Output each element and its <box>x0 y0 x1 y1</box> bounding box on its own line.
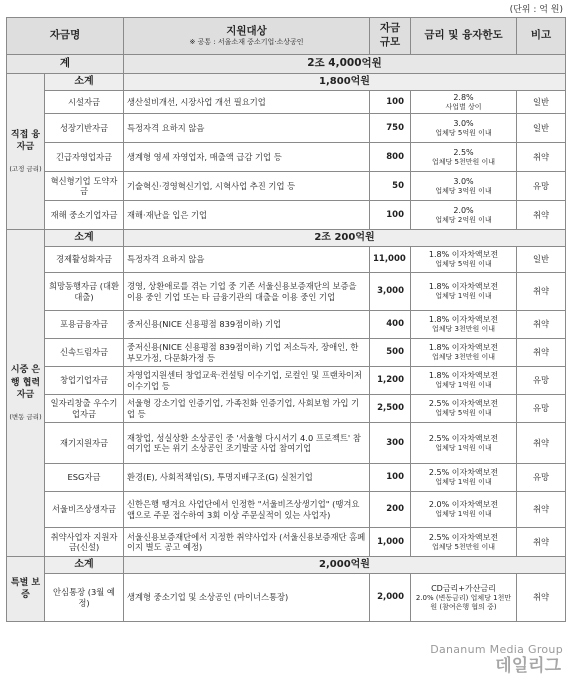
fund-amount: 1,200 <box>370 367 411 395</box>
fund-rate-limit: 업체당 2억원 이내 <box>435 215 492 224</box>
subtotal-row <box>7 74 566 91</box>
fund-row <box>7 114 566 143</box>
fund-rate <box>411 114 517 143</box>
fund-row <box>7 311 566 339</box>
fund-rate-primary: 2.5% <box>453 147 474 157</box>
fund-target: 서울형 강소기업 인증기업, 가족친화 인증기업, 사회보험 가입 기업 등 <box>124 395 370 423</box>
fund-name: 재해 중소기업자금 <box>45 201 124 230</box>
fund-row <box>7 423 566 464</box>
fund-row <box>7 492 566 528</box>
subtotal-label: 소계 <box>45 74 124 91</box>
fund-rate-primary: CD금리+가산금리 <box>431 583 496 593</box>
fund-target: 생계형 중소기업 및 소상공인 (마이너스통장) <box>124 574 370 622</box>
fund-row <box>7 91 566 114</box>
fund-remark: 취약 <box>517 339 566 367</box>
header-target <box>124 18 370 55</box>
fund-name: 취약사업자 지원자금(신설) <box>45 528 124 557</box>
group-title: 시중 은행 협력 자금 <box>10 365 41 400</box>
group-note: (고정 금리) <box>9 165 42 174</box>
fund-row <box>7 339 566 367</box>
fund-row <box>7 574 566 622</box>
header-row <box>7 18 566 55</box>
fund-amount: 750 <box>370 114 411 143</box>
subtotal-row <box>7 557 566 574</box>
fund-target: 재해·재난을 입은 기업 <box>124 201 370 230</box>
fund-amount: 100 <box>370 201 411 230</box>
group-title: 직접 융자금 <box>10 129 41 153</box>
subtotal-label: 소계 <box>45 557 124 574</box>
fund-remark: 취약 <box>517 273 566 311</box>
fund-rate <box>411 172 517 201</box>
watermark-text: Dananum Media Group <box>430 643 563 656</box>
fund-remark: 유망 <box>517 395 566 423</box>
fund-rate <box>411 395 517 423</box>
group-label-cell <box>7 557 45 622</box>
fund-amount: 400 <box>370 311 411 339</box>
subtotal-value: 2,000억원 <box>124 557 566 574</box>
subtotal-label: 소계 <box>45 230 124 247</box>
fund-rate-limit: 2.0% (변동금리) 업체당 1천만원 (참여은행 협의 중) <box>415 593 512 611</box>
fund-rate <box>411 528 517 557</box>
fund-name: 혁신형기업 도약자금 <box>45 172 124 201</box>
fund-target: 생계형 영세 자영업자, 매출액 급감 기업 등 <box>124 143 370 172</box>
header-target-label: 지원대상 <box>226 24 267 37</box>
fund-target: 중저신용(NICE 신용평점 839점이하) 기업 <box>124 311 370 339</box>
fund-rate-primary: 2.5% 이자차액보전 <box>428 399 499 409</box>
fund-target: 자영업지원센터 창업교육·컨설팅 이수기업, 로컬인 및 프랜차이저 이수기업 등 <box>124 367 370 395</box>
loan-fund-table <box>6 17 566 622</box>
fund-remark: 취약 <box>517 492 566 528</box>
fund-name: 포용금융자금 <box>45 311 124 339</box>
fund-rate-limit: 업체당 3억원 이내 <box>435 186 492 195</box>
fund-amount: 100 <box>370 91 411 114</box>
total-row <box>7 55 566 74</box>
fund-amount: 500 <box>370 339 411 367</box>
fund-rate-primary: 1.8% 이자차액보전 <box>428 315 499 325</box>
total-value: 2조 4,000억원 <box>124 55 566 74</box>
group-label-cell <box>7 74 45 230</box>
header-target-note: ※ 공통 : 서울소재 중소기업·소상공인 <box>189 38 304 47</box>
fund-target: 특정자격 요하지 않음 <box>124 247 370 273</box>
fund-target: 특정자격 요하지 않음 <box>124 114 370 143</box>
fund-rate <box>411 201 517 230</box>
fund-remark: 취약 <box>517 528 566 557</box>
fund-rate-limit: 업체당 3천만원 이내 <box>432 325 495 334</box>
subtotal-value: 1,800억원 <box>124 74 566 91</box>
fund-row <box>7 464 566 492</box>
fund-row <box>7 395 566 423</box>
fund-amount: 11,000 <box>370 247 411 273</box>
fund-rate-limit: 업체당 1억원 이내 <box>435 292 492 301</box>
fund-rate-limit: 업체당 5억원 이내 <box>435 128 492 137</box>
header-amount: 자금 규모 <box>370 18 411 55</box>
group-label-cell <box>7 230 45 557</box>
fund-rate-limit: 사업별 상이 <box>445 102 482 111</box>
fund-rate <box>411 367 517 395</box>
header-rate: 금리 및 융자한도 <box>411 18 517 55</box>
fund-rate <box>411 273 517 311</box>
fund-amount: 3,000 <box>370 273 411 311</box>
fund-remark: 취약 <box>517 311 566 339</box>
fund-rate <box>411 492 517 528</box>
total-label: 계 <box>7 55 124 74</box>
fund-name: 신속드림자금 <box>45 339 124 367</box>
fund-rate <box>411 339 517 367</box>
fund-rate-limit: 업체당 1억원 이내 <box>435 478 492 487</box>
fund-rate <box>411 91 517 114</box>
fund-row <box>7 367 566 395</box>
fund-rate-primary: 2.5% 이자차액보전 <box>428 468 499 478</box>
fund-target: 서울신용보증재단에서 지정한 취약사업자 (서울신용보증재단 홈페이지 별도 공고 예정) <box>124 528 370 557</box>
fund-remark: 취약 <box>517 201 566 230</box>
group-title: 특별 보증 <box>10 577 41 600</box>
fund-rate-limit: 업체당 5천만원 이내 <box>432 157 495 166</box>
fund-rate <box>411 464 517 492</box>
fund-rate-primary: 3.0% <box>453 118 474 128</box>
fund-rate <box>411 247 517 273</box>
unit-label: (단위 : 억 원) <box>509 5 563 15</box>
fund-rate-primary: 1.8% 이자차액보전 <box>428 371 499 381</box>
fund-row <box>7 273 566 311</box>
fund-amount: 800 <box>370 143 411 172</box>
fund-name: 성장기반자금 <box>45 114 124 143</box>
fund-rate-limit: 업체당 5억원 이내 <box>435 409 492 418</box>
fund-remark: 유망 <box>517 464 566 492</box>
subtotal-row <box>7 230 566 247</box>
fund-target: 경영, 상환애로를 겪는 기업 중 기존 서울신용보증재단의 보증을 이용 중인 기업 또는 타 금융기관의 대출을 이용 중인 기업 <box>124 273 370 311</box>
fund-name: ESG자금 <box>45 464 124 492</box>
fund-rate-primary: 1.8% 이자차액보전 <box>428 282 499 292</box>
fund-amount: 300 <box>370 423 411 464</box>
fund-name: 경제활성화자금 <box>45 247 124 273</box>
fund-rate-limit: 업체당 5천만원 이내 <box>432 542 495 551</box>
fund-name: 창업기업자금 <box>45 367 124 395</box>
fund-rate-limit: 업체당 1억원 이내 <box>435 510 492 519</box>
fund-rate-primary: 2.8% <box>453 92 474 102</box>
fund-row <box>7 201 566 230</box>
fund-amount: 100 <box>370 464 411 492</box>
fund-amount: 2,500 <box>370 395 411 423</box>
fund-rate-primary: 2.0% <box>453 205 474 215</box>
fund-amount: 2,000 <box>370 574 411 622</box>
fund-name: 서울비즈상생자금 <box>45 492 124 528</box>
subtotal-value: 2조 200억원 <box>124 230 566 247</box>
fund-remark: 유망 <box>517 367 566 395</box>
watermark-logo-text: 데일리그 <box>495 656 561 676</box>
header-remark: 비고 <box>517 18 566 55</box>
fund-row <box>7 172 566 201</box>
fund-rate-primary: 2.0% 이자차액보전 <box>428 500 499 510</box>
fund-row <box>7 528 566 557</box>
fund-rate-primary: 3.0% <box>453 176 474 186</box>
fund-amount: 50 <box>370 172 411 201</box>
fund-rate-primary: 1.8% 이자차액보전 <box>428 343 499 353</box>
fund-name: 시설자금 <box>45 91 124 114</box>
fund-row <box>7 143 566 172</box>
fund-rate-limit: 업체당 3천만원 이내 <box>432 353 495 362</box>
fund-rate <box>411 143 517 172</box>
fund-rate <box>411 574 517 622</box>
fund-target: 재창업, 성실상환 소상공인 중 '서울형 다시서기 4.0 프로젝트' 참여기업 또는 위기 소상공인 조기발굴 사업 참여기업 <box>124 423 370 464</box>
fund-row <box>7 247 566 273</box>
fund-rate-primary: 2.5% 이자차액보전 <box>428 433 499 443</box>
fund-rate <box>411 423 517 464</box>
fund-rate-primary: 1.8% 이자차액보전 <box>428 250 499 260</box>
fund-name: 긴급자영업자금 <box>45 143 124 172</box>
fund-name: 재기지원자금 <box>45 423 124 464</box>
fund-amount: 200 <box>370 492 411 528</box>
fund-rate-limit: 업체당 1억원 이내 <box>435 443 492 452</box>
fund-remark: 일반 <box>517 91 566 114</box>
fund-remark: 일반 <box>517 247 566 273</box>
fund-target: 중저신용(NICE 신용평점 839점이하) 기업 저소득자, 장애인, 한부모가정, 다문화가정 등 <box>124 339 370 367</box>
group-note: (변동 금리) <box>9 412 42 421</box>
fund-remark: 일반 <box>517 114 566 143</box>
fund-target: 생산설비개선, 시장사업 개선 필요기업 <box>124 91 370 114</box>
header-fund-name: 자금명 <box>7 18 124 55</box>
fund-name: 희망동행자금 (대환대출) <box>45 273 124 311</box>
fund-target: 기술혁신·경영혁신기업, 시혁사업 추진 기업 등 <box>124 172 370 201</box>
fund-target: 신한은행 땡겨요 사업단에서 인정한 "서울비즈상생기업" (땡겨요 앱으로 주문 접수하여 3회 이상 주문실적이 있는 사업자) <box>124 492 370 528</box>
fund-remark: 취약 <box>517 423 566 464</box>
fund-rate-limit: 업체당 5억원 이내 <box>435 260 492 269</box>
fund-rate <box>411 311 517 339</box>
fund-remark: 취약 <box>517 143 566 172</box>
fund-rate-primary: 2.5% 이자차액보전 <box>428 532 499 542</box>
fund-amount: 1,000 <box>370 528 411 557</box>
fund-remark: 유망 <box>517 172 566 201</box>
fund-name: 일자리창출 우수기업자금 <box>45 395 124 423</box>
fund-rate-limit: 업체당 1억원 이내 <box>435 381 492 390</box>
fund-name: 안심통장 (3월 예정) <box>45 574 124 622</box>
fund-target: 환경(E), 사회적책임(S), 투명지배구조(G) 실천기업 <box>124 464 370 492</box>
fund-remark: 취약 <box>517 574 566 622</box>
